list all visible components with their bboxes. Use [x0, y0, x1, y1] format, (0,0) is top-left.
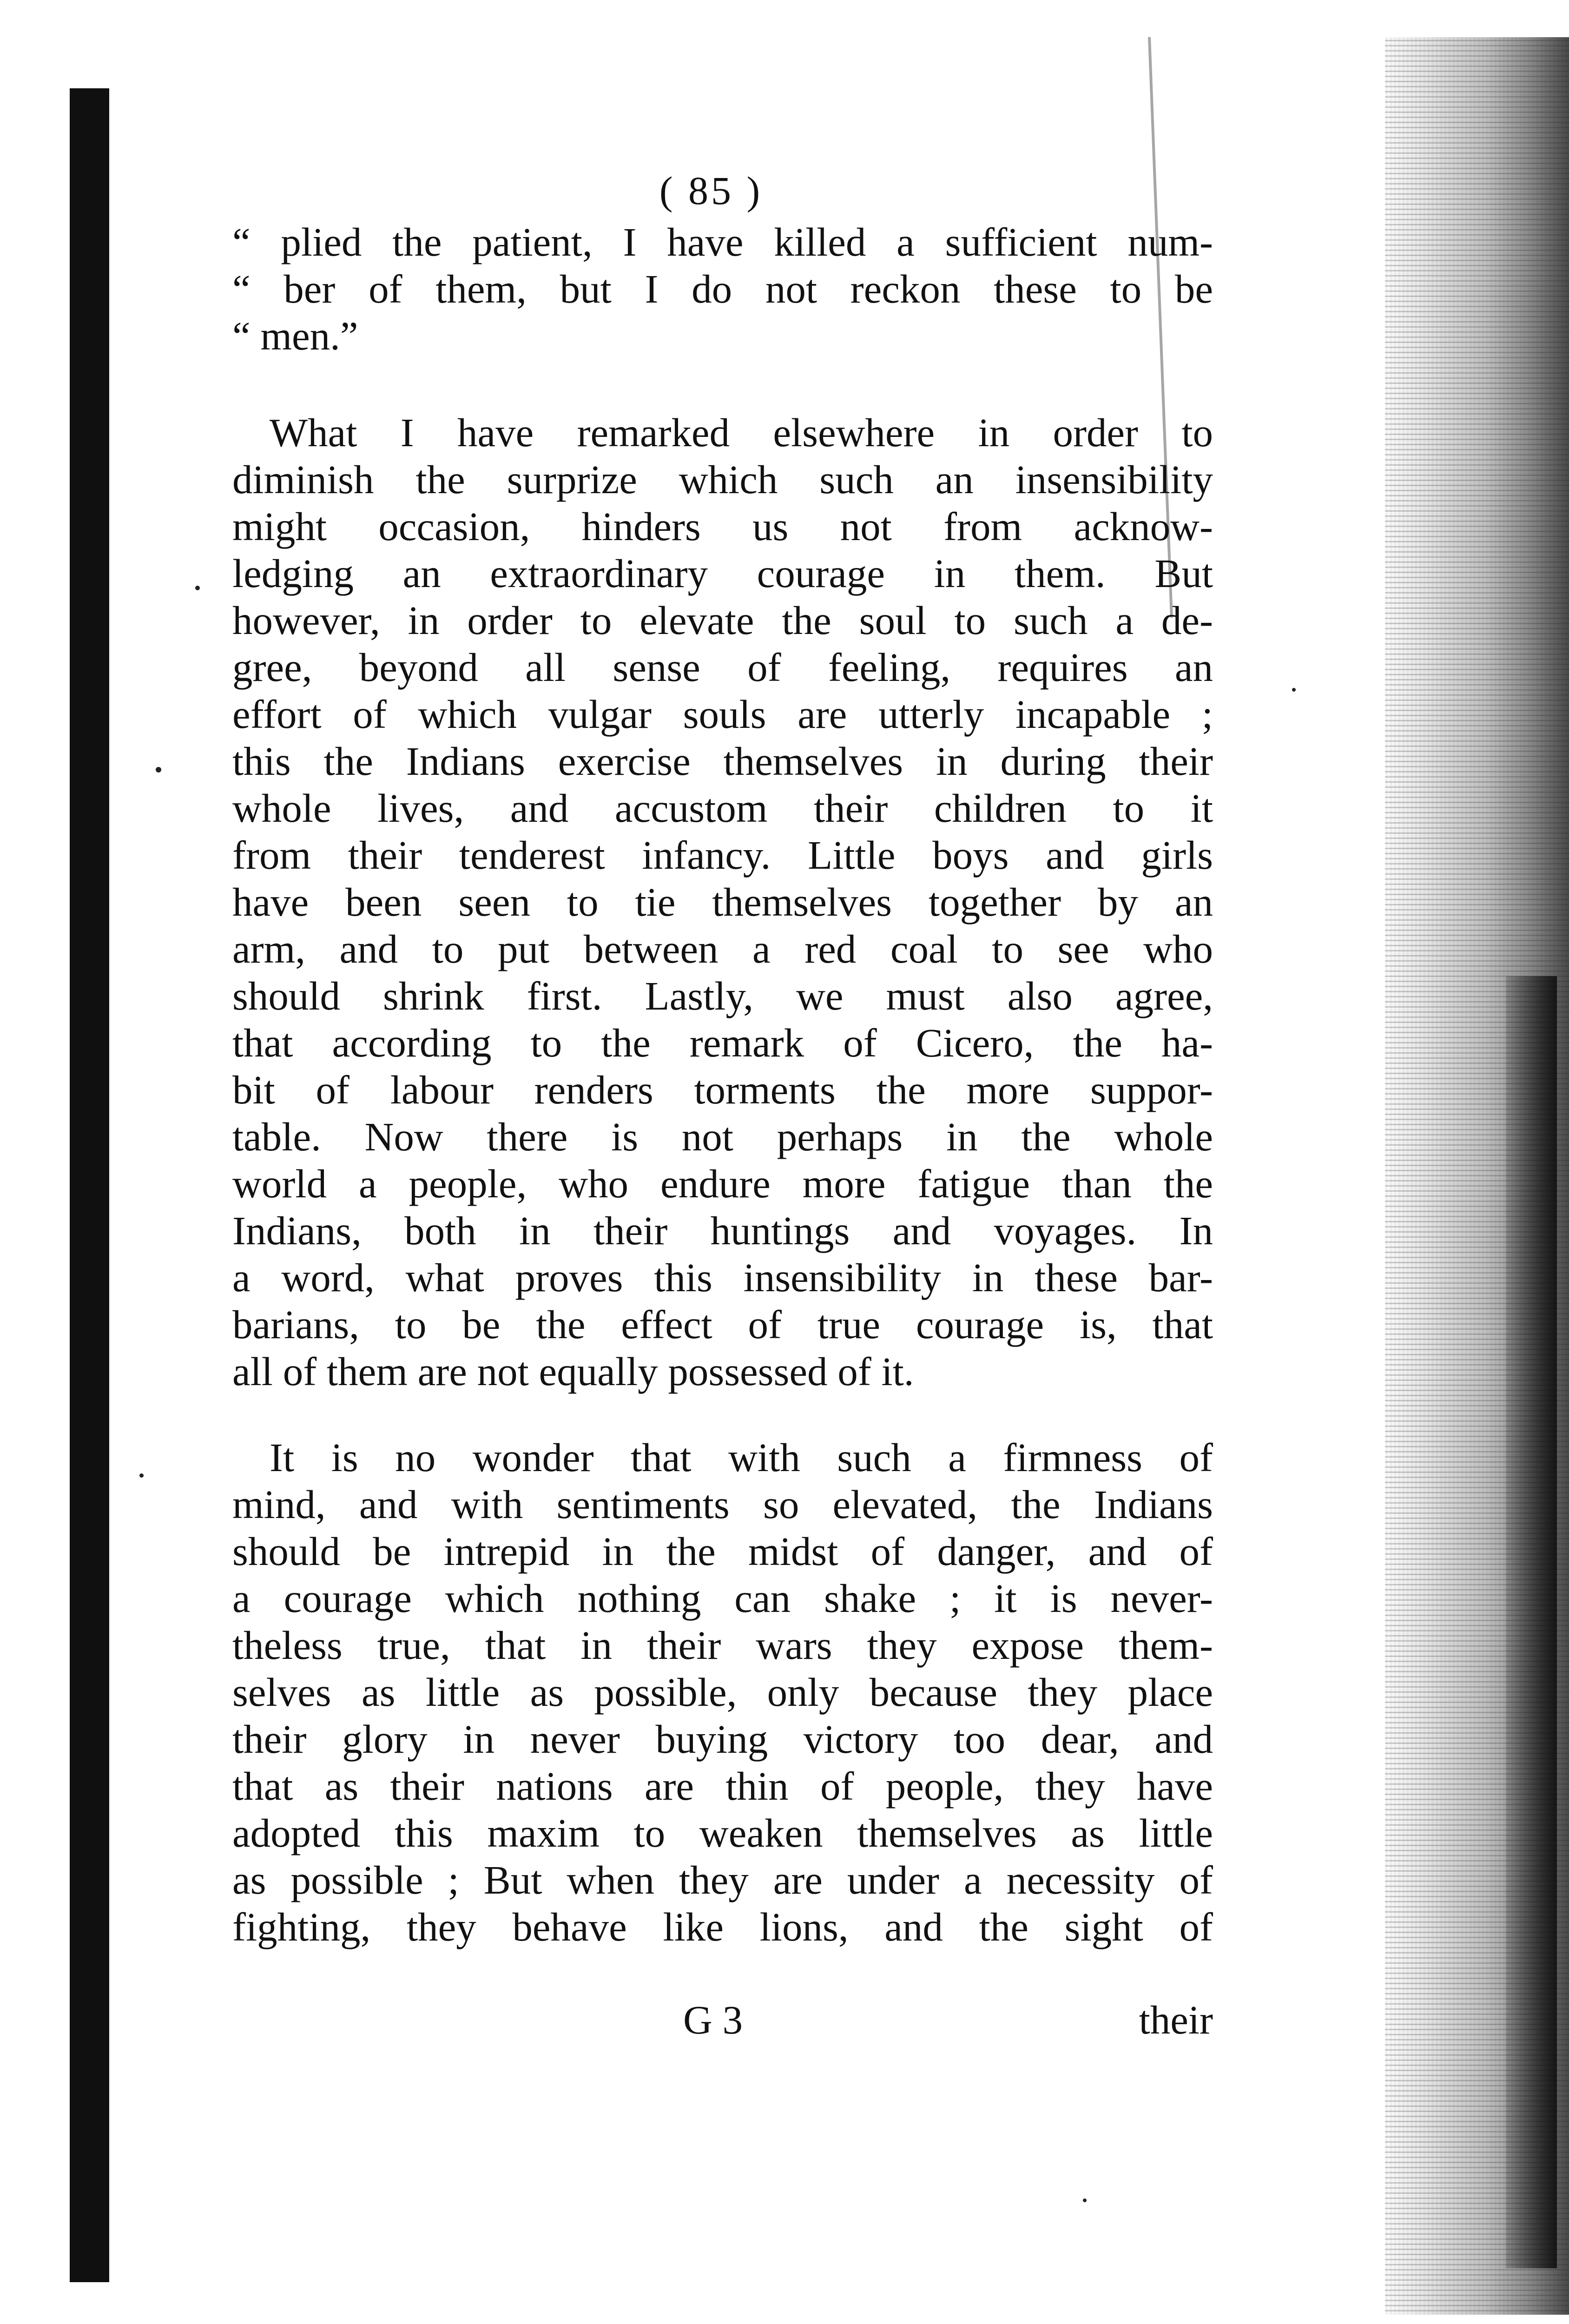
signature-mark: G 3 — [683, 1997, 743, 2042]
text-line: “ men.” — [232, 313, 358, 358]
text-line: a courage which nothing can shake ; it is never- — [232, 1576, 1213, 1621]
text-line: selves as little as possible, only because they place — [232, 1670, 1213, 1715]
ink-speck — [156, 767, 161, 772]
ink-speck — [139, 1473, 144, 1478]
text-line: diminish the surprize which such an insensibility — [232, 457, 1213, 502]
text-line: arm, and to put between a red coal to see who — [232, 926, 1213, 971]
text-line: as possible ; But when they are under a necessity of — [232, 1857, 1213, 1902]
text-line: that according to the remark of Cicero, the ha- — [232, 1020, 1213, 1065]
text-line: their glory in never buying victory too dear, and — [232, 1717, 1213, 1762]
text-line: Indians, both in their huntings and voyages. In — [232, 1208, 1213, 1253]
text-line: have been seen to tie themselves together by an — [232, 879, 1213, 924]
text-line: should shrink first. Lastly, we must also agree, — [232, 973, 1213, 1018]
paragraph-3 — [232, 1434, 1213, 1950]
text-line: effort of which vulgar souls are utterly incapable ; — [232, 692, 1213, 737]
text-line: world a people, who endure more fatigue than the — [232, 1161, 1213, 1206]
binding-shadow — [70, 88, 109, 2282]
text-line: that as their nations are thin of people, they have — [232, 1763, 1213, 1809]
catchword: their — [1139, 1997, 1213, 2042]
text-line: gree, beyond all sense of feeling, requires an — [232, 645, 1213, 690]
paragraph-2 — [232, 409, 1213, 1395]
text-line: whole lives, and accustom their children to it — [232, 786, 1213, 831]
paragraph-1 — [232, 218, 1213, 359]
text-line: table. Now there is not perhaps in the whole — [232, 1114, 1213, 1159]
text-line: It is no wonder that with such a firmness of — [270, 1435, 1213, 1480]
text-line: however, in order to elevate the soul to such a de- — [232, 598, 1213, 643]
text-line: barians, to be the effect of true courage is, that — [232, 1302, 1213, 1347]
text-line: from their tenderest infancy. Little boys and girls — [232, 832, 1213, 878]
text-line: might occasion, hinders us not from acknow- — [232, 504, 1213, 549]
page-number: ( 85 ) — [659, 168, 763, 213]
text-line: What I have remarked elsewhere in order to — [270, 410, 1213, 455]
text-line: adopted this maxim to weaken themselves as little — [232, 1810, 1213, 1855]
text-line: should be intrepid in the midst of danger, and of — [232, 1529, 1213, 1574]
text-line: “ plied the patient, I have killed a sufficient num- — [232, 219, 1213, 264]
text-line: fighting, they behave like lions, and the sight of — [232, 1904, 1213, 1949]
ink-speck — [1292, 688, 1296, 692]
text-line: bit of labour renders torments the more suppor- — [232, 1067, 1213, 1112]
text-line: this the Indians exercise themselves in during their — [232, 739, 1213, 784]
text-line: ledging an extraordinary courage in them. But — [232, 551, 1213, 596]
ink-speck — [195, 586, 200, 590]
text-line: mind, and with sentiments so elevated, the Indians — [232, 1482, 1213, 1527]
ink-speck — [1083, 2199, 1087, 2202]
text-line: “ ber of them, but I do not reckon these to be — [232, 266, 1213, 311]
text-line: theless true, that in their wars they expose them- — [232, 1623, 1213, 1668]
text-line: a word, what proves this insensibility in these bar- — [232, 1255, 1213, 1300]
text-line: all of them are not equally possessed of it. — [232, 1349, 914, 1394]
page-edge-shadow — [1506, 976, 1557, 2268]
